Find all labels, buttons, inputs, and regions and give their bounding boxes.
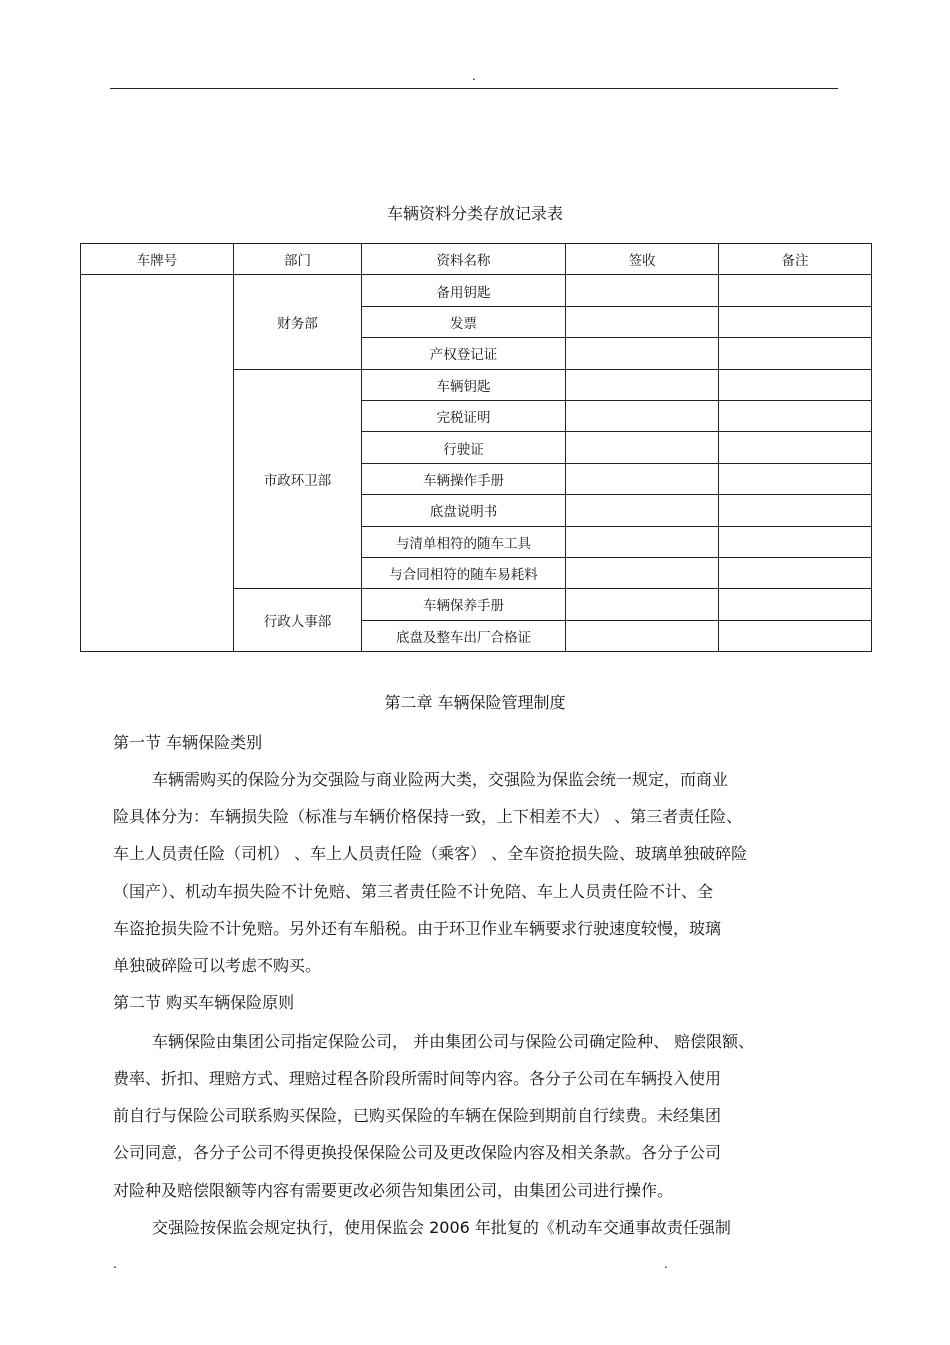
col-header-plate: 车牌号 <box>81 244 234 275</box>
signature-cell <box>566 369 719 400</box>
department-cell: 财务部 <box>234 275 362 369</box>
document-name-cell: 备用钥匙 <box>362 275 566 306</box>
section-1-title: 第一节 车辆保险类别 <box>113 733 263 752</box>
section-2-line-4: 公司同意，各分子公司不得更换投保保险公司及更改保险内容及相关条款。各分子公司 <box>113 1143 722 1162</box>
signature-cell <box>566 526 719 557</box>
section-1-line-5: 车盗抢损失险不计免赔。另外还有车船税。由于环卫作业车辆要求行驶速度较慢，玻璃 <box>113 919 722 938</box>
remarks-cell <box>719 495 872 526</box>
chapter-title: 第二章 车辆保险管理制度 <box>384 693 566 712</box>
section-2-line-5: 对险种及赔偿限额等内容有需要更改必须告知集团公司，由集团公司进行操作。 <box>113 1181 674 1200</box>
department-cell: 行政人事部 <box>234 589 362 652</box>
table-title: 车辆资料分类存放记录表 <box>386 204 563 223</box>
document-name-cell: 发票 <box>362 306 566 337</box>
signature-cell <box>566 306 719 337</box>
col-header-document-name: 资料名称 <box>362 244 566 275</box>
section-2-line-2: 费率、折扣、理赔方式、理赔过程各阶段所需时间等内容。各分子公司在车辆投入使用 <box>113 1069 722 1088</box>
document-name-cell: 车辆钥匙 <box>362 369 566 400</box>
vehicle-document-table <box>80 243 872 652</box>
document-name-cell: 行驶证 <box>362 432 566 463</box>
remarks-cell <box>719 620 872 651</box>
document-name-cell: 底盘说明书 <box>362 495 566 526</box>
footer-dot-left: . <box>113 1257 117 1271</box>
remarks-cell <box>719 589 872 620</box>
document-name-cell: 完税证明 <box>362 400 566 431</box>
signature-cell <box>566 495 719 526</box>
section-2-title: 第二节 购买车辆保险原则 <box>113 993 295 1012</box>
department-cell: 市政环卫部 <box>234 369 362 589</box>
document-name-cell: 车辆操作手册 <box>362 463 566 494</box>
col-header-department: 部门 <box>234 244 362 275</box>
document-name-cell: 车辆保养手册 <box>362 589 566 620</box>
col-header-remarks: 备注 <box>719 244 872 275</box>
signature-cell <box>566 338 719 369</box>
table-header-row <box>81 244 872 275</box>
remarks-cell <box>719 432 872 463</box>
plate-number-cell <box>81 275 234 652</box>
section-1-line-6: 单独破碎险可以考虑不购买。 <box>113 956 322 975</box>
header-rule <box>110 88 838 89</box>
document-name-cell: 底盘及整车出厂合格证 <box>362 620 566 651</box>
col-header-signature: 签收 <box>566 244 719 275</box>
document-name-cell: 与清单相符的随车工具 <box>362 526 566 557</box>
remarks-cell <box>719 369 872 400</box>
table-row <box>81 275 872 306</box>
remarks-cell <box>719 306 872 337</box>
section-2-line-6: 交强险按保监会规定执行，使用保监会 2006 年批复的《机动车交通事故责任强制 <box>152 1218 731 1237</box>
section-1-line-3: 车上人员责任险（司机） 、车上人员责任险（乘客） 、全车资抢损失险、玻璃单独破碎险 <box>113 844 748 863</box>
section-2-line-1: 车辆保险由集团公司指定保险公司， 并由集团公司与保险公司确定险种、 赔偿限额、 <box>152 1032 755 1051</box>
document-name-cell: 产权登记证 <box>362 338 566 369</box>
remarks-cell <box>719 526 872 557</box>
section-1-line-4: （国产）、机动车损失险不计免赔、第三者责任险不计免陪、车上人员责任险不计、全 <box>113 882 714 901</box>
section-1-line-1: 车辆需购买的保险分为交强险与商业险两大类，交强险为保监会统一规定，而商业 <box>152 770 729 789</box>
signature-cell <box>566 400 719 431</box>
signature-cell <box>566 589 719 620</box>
header-dot: . <box>472 69 476 83</box>
document-name-cell: 与合同相符的随车易耗料 <box>362 557 566 588</box>
footer-dot-right: . <box>664 1257 668 1271</box>
signature-cell <box>566 463 719 494</box>
signature-cell <box>566 432 719 463</box>
remarks-cell <box>719 557 872 588</box>
section-1-line-2: 险具体分为：车辆损失险（标准与车辆价格保持一致，上下相差不大） 、第三者责任险、 <box>113 807 743 826</box>
signature-cell <box>566 557 719 588</box>
remarks-cell <box>719 463 872 494</box>
remarks-cell <box>719 275 872 306</box>
section-2-line-3: 前自行与保险公司联系购买保险，已购买保险的车辆在保险到期前自行续费。未经集团 <box>113 1106 722 1125</box>
signature-cell <box>566 275 719 306</box>
signature-cell <box>566 620 719 651</box>
remarks-cell <box>719 338 872 369</box>
remarks-cell <box>719 400 872 431</box>
